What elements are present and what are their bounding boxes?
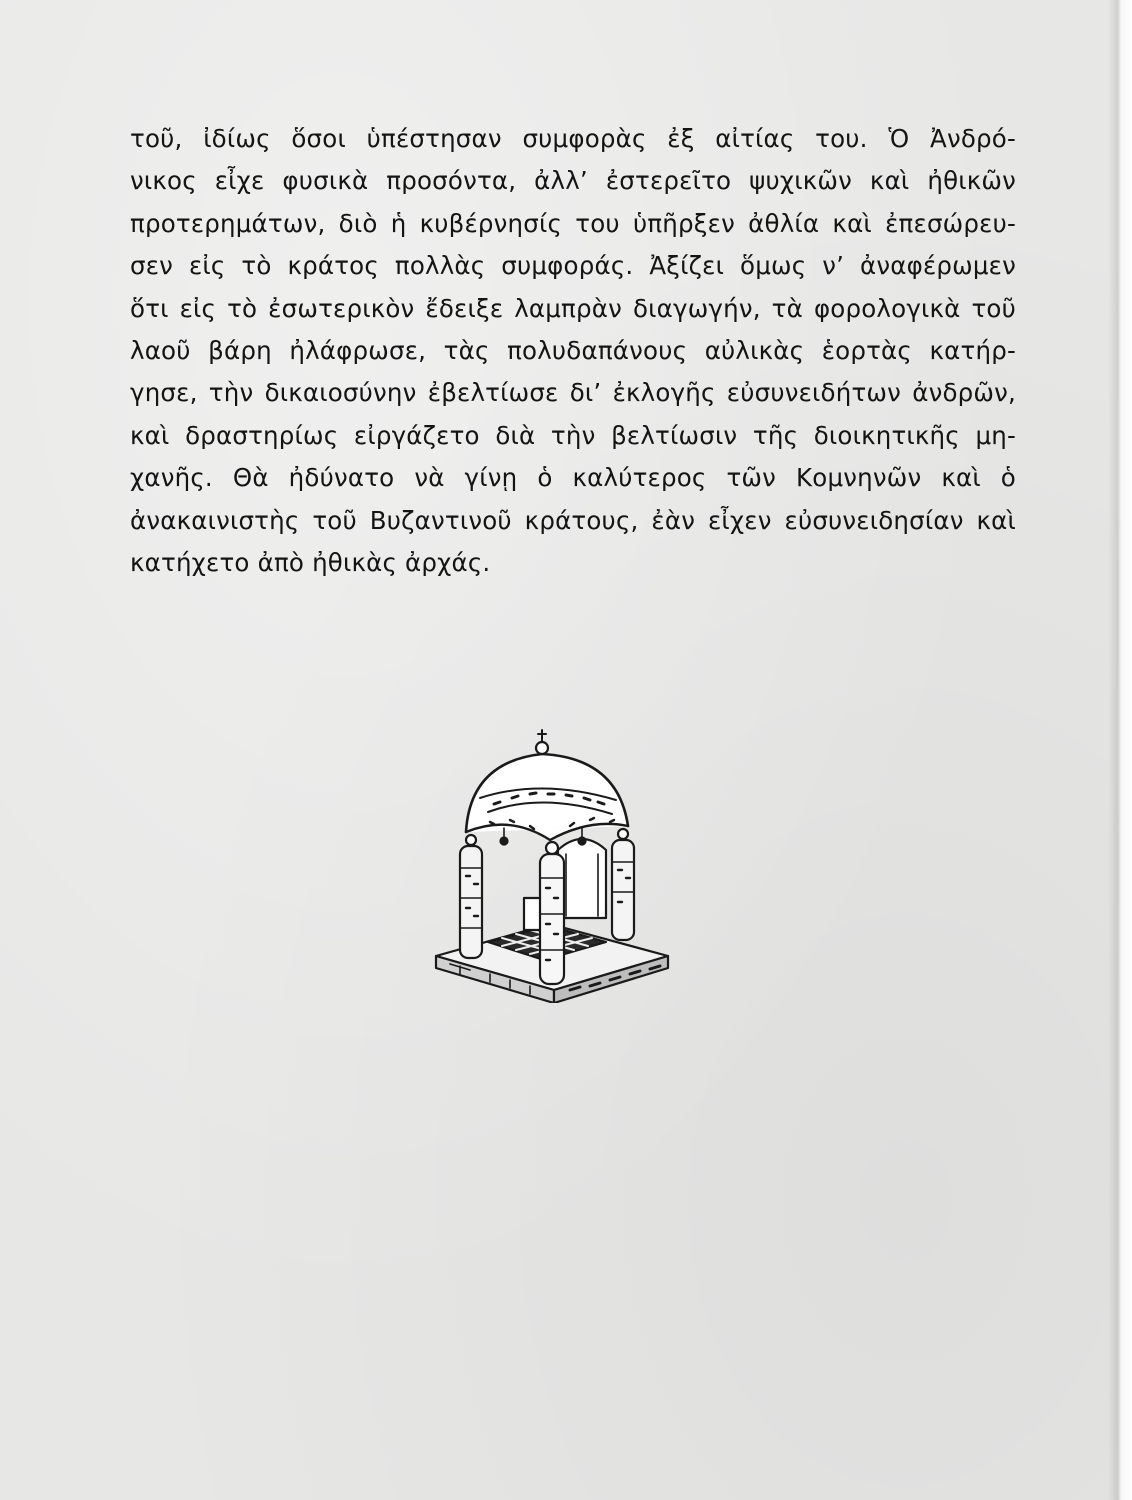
paragraph-line: κατήχετο ἀπὸ ἠθικὰς ἀρχάς. bbox=[130, 547, 491, 577]
body-paragraph bbox=[130, 118, 1016, 584]
paragraph-line: γησε, τὴν δικαιοσύνην ἐβελτίωσε δι’ ἐκλογῆς εὐσυνειδήτων ἀνδρῶν, bbox=[130, 378, 1016, 408]
page-edge-shadow bbox=[1108, 0, 1132, 1500]
byzantine-throne-canopy-icon bbox=[430, 728, 674, 1003]
paragraph-line: τοῦ, ἰδίως ὅσοι ὑπέστησαν συμφορὰς ἐξ αἰτίας του. Ὁ Ἀνδρό- bbox=[130, 124, 1016, 153]
paragraph-line: καὶ δραστηρίως εἰργάζετο διὰ τὴν βελτίωσιν τῆς διοικητικῆς μη- bbox=[130, 420, 1016, 450]
paragraph-line: νικος εἶχε φυσικὰ προσόντα, ἀλλ’ ἐστερεῖτο ψυχικῶν καὶ ἠθικῶν bbox=[130, 166, 1016, 196]
paragraph-line: ἀνακαινιστὴς τοῦ Βυζαντινοῦ κράτους, ἐὰν εἶχεν εὐσυνειδησίαν καὶ bbox=[130, 505, 1016, 535]
paragraph-line: λαοῦ βάρη ἠλάφρωσε, τὰς πολυδαπάνους αὐλικὰς ἑορτὰς κατήρ- bbox=[130, 335, 1016, 365]
paragraph-line: προτερημάτων, διὸ ἡ κυβέρνησίς του ὑπῆρξεν ἀθλία καὶ ἐπεσώρευ- bbox=[130, 208, 1016, 238]
paragraph-line: χανῆς. Θὰ ἠδύνατο νὰ γίνῃ ὁ καλύτερος τῶν Κομνηνῶν καὶ ὁ bbox=[130, 463, 1016, 493]
paragraph-line: σεν εἰς τὸ κράτος πολλὰς συμφοράς. Ἀξίζει ὅμως ν’ ἀναφέρωμεν bbox=[130, 251, 1016, 281]
paragraph-line: ὅτι εἰς τὸ ἐσωτερικὸν ἔδειξε λαμπρὰν διαγωγήν, τὰ φορολογικὰ τοῦ bbox=[130, 293, 1016, 323]
